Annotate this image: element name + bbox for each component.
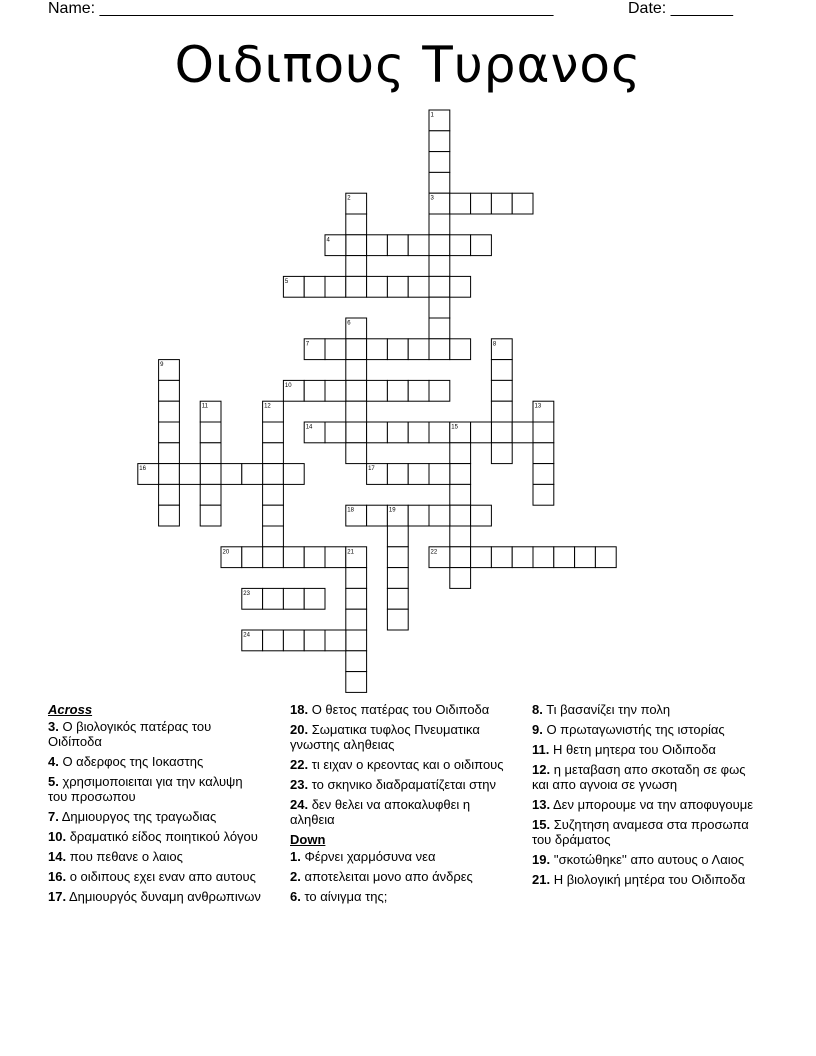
crossword-cell[interactable] (346, 214, 367, 235)
crossword-cell[interactable] (554, 547, 575, 568)
crossword-cell[interactable] (346, 360, 367, 381)
cell-number: 14 (305, 424, 313, 431)
crossword-cell[interactable] (159, 380, 180, 401)
clue-item (290, 702, 510, 717)
clue-text: δραματικό είδος ποιητικού λόγου (66, 829, 258, 844)
clue-item (532, 762, 762, 792)
crossword-cell[interactable] (200, 505, 221, 526)
crossword-cell[interactable] (387, 568, 408, 589)
clue-number: 9. (532, 722, 543, 737)
crossword-cell[interactable] (346, 609, 367, 630)
clue-item (290, 849, 510, 864)
crossword-cell[interactable] (471, 193, 492, 214)
clue-number: 5. (48, 774, 59, 789)
crossword-cell[interactable] (387, 276, 408, 297)
crossword-cell[interactable] (512, 193, 533, 214)
down-heading: Down (290, 832, 326, 847)
clue-number: 20. (290, 722, 309, 737)
clue-text: τι ειχαν ο κρεοντας και ο οιδιπους (308, 757, 504, 772)
crossword-cell[interactable] (159, 505, 180, 526)
clue-number: 1. (290, 849, 301, 864)
crossword-cell[interactable] (429, 172, 450, 193)
cell-number: 17 (368, 466, 375, 473)
crossword-cell[interactable] (429, 276, 450, 297)
crossword-cell[interactable] (325, 339, 346, 360)
clue-text: που πεθανε ο λαιος (66, 849, 183, 864)
crossword-cell[interactable] (304, 276, 325, 297)
clue-number: 24. (290, 797, 309, 812)
crossword-cell[interactable] (346, 339, 367, 360)
clue-column-1 (48, 702, 263, 909)
crossword-cell[interactable] (429, 464, 450, 485)
crossword-cell[interactable] (200, 484, 221, 505)
crossword-cell[interactable] (159, 401, 180, 422)
crossword-cell[interactable] (533, 484, 554, 505)
crossword-cell[interactable] (429, 422, 450, 443)
crossword-cell[interactable] (491, 360, 512, 381)
crossword-cell[interactable] (346, 256, 367, 277)
cell-number: 5 (284, 278, 289, 285)
clue-text: Τι βασανίζει την πολη (542, 702, 671, 717)
crossword-cell[interactable] (263, 588, 284, 609)
crossword-cell[interactable] (450, 235, 471, 256)
cell-number: 8 (492, 341, 497, 348)
clue-item (48, 849, 263, 864)
clue-text: χρησιμοποιειται για την καλυψη του προσωπου (48, 774, 243, 804)
clue-column-3 (532, 702, 762, 892)
clue-text: Δημιουργός δυναμη ανθρωπινων (66, 889, 261, 904)
clue-text: το σκηνικο διαδραματίζεται στην (308, 777, 497, 792)
crossword-cell[interactable] (159, 422, 180, 443)
crossword-cell[interactable] (387, 588, 408, 609)
crossword-cell[interactable] (408, 422, 429, 443)
clue-item (290, 722, 510, 752)
crossword-cell[interactable] (263, 630, 284, 651)
cell-number: 24 (243, 632, 250, 639)
name-label: Name: ___________________________________________________ (48, 0, 554, 17)
clue-item (532, 817, 762, 847)
clue-text: Δεν μπορουμε να την αποφυγουμε (550, 797, 753, 812)
cell-number: 4 (326, 237, 330, 244)
crossword-cell[interactable] (346, 568, 367, 589)
clue-number: 22. (290, 757, 309, 772)
crossword-cell[interactable] (263, 484, 284, 505)
crossword-cell[interactable] (283, 630, 304, 651)
crossword-cell[interactable] (429, 339, 450, 360)
crossword-cell[interactable] (429, 214, 450, 235)
crossword-cell[interactable] (491, 443, 512, 464)
crossword-cell[interactable] (263, 547, 284, 568)
crossword-cell[interactable] (367, 380, 388, 401)
clue-text: Η βιολογική μητέρα του Οιδιποδα (550, 872, 746, 887)
crossword-cell[interactable] (450, 339, 471, 360)
clue-column-2 (290, 702, 510, 909)
crossword-cell[interactable] (533, 547, 554, 568)
clue-number: 18. (290, 702, 309, 717)
crossword-cell[interactable] (471, 505, 492, 526)
clue-item (532, 702, 762, 717)
clue-number: 4. (48, 754, 59, 769)
crossword-cell[interactable] (346, 422, 367, 443)
cell-number: 10 (284, 382, 292, 389)
clue-text: δεν θελει να αποκαλυφθει η αληθεια (290, 797, 471, 827)
crossword-cell[interactable] (575, 547, 596, 568)
crossword-cell[interactable] (408, 380, 429, 401)
clue-item (532, 872, 762, 887)
clue-text: Φέρνει χαρμόσυνα νεα (300, 849, 436, 864)
crossword-cell[interactable] (283, 464, 304, 485)
crossword-cell[interactable] (512, 547, 533, 568)
clue-number: 17. (48, 889, 67, 904)
crossword-cell[interactable] (263, 526, 284, 547)
crossword-cell[interactable] (471, 235, 492, 256)
crossword-cell[interactable] (408, 235, 429, 256)
crossword-cell[interactable] (283, 547, 304, 568)
cell-number: 1 (430, 112, 434, 119)
crossword-cell[interactable] (325, 547, 346, 568)
crossword-cell[interactable] (491, 193, 512, 214)
crossword-cell[interactable] (429, 256, 450, 277)
crossword-cell[interactable] (450, 526, 471, 547)
crossword-cell[interactable] (429, 380, 450, 401)
cell-number: 9 (160, 362, 164, 369)
clue-item (48, 754, 263, 769)
clue-item (290, 869, 510, 884)
crossword-cell[interactable] (387, 339, 408, 360)
cell-number: 2 (347, 195, 351, 202)
clue-text: η μεταβαση απο σκοταδη σε φως και απο αγνοια σε γνωση (532, 762, 746, 792)
clue-item (532, 852, 762, 867)
crossword-cell[interactable] (346, 235, 367, 256)
across-heading: Across (48, 702, 93, 717)
date-label: Date: _______ (628, 0, 733, 17)
clue-text: Η θετη μητερα του Οιδιποδα (549, 742, 716, 757)
crossword-cell[interactable] (429, 297, 450, 318)
crossword-cell[interactable] (200, 422, 221, 443)
crossword-cell[interactable] (533, 464, 554, 485)
clue-number: 21. (532, 872, 551, 887)
clue-text: Συζητηση αναμεσα στα προσωπα του δράματος (532, 817, 749, 847)
crossword-cell[interactable] (408, 464, 429, 485)
clue-number: 16. (48, 869, 67, 884)
cell-number: 13 (534, 403, 542, 410)
clue-text: Ο βιολογικός πατέρας του Οιδίποδα (48, 719, 212, 749)
crossword-cell[interactable] (450, 276, 471, 297)
crossword-cell[interactable] (367, 235, 388, 256)
crossword-cell[interactable] (159, 464, 180, 485)
clue-text: Σωματικα τυφλος Πνευματικα γνωστης αληθειας (290, 722, 480, 752)
clue-item (48, 829, 263, 844)
crossword-cell[interactable] (200, 443, 221, 464)
clue-number: 11. (532, 742, 550, 757)
crossword-cell[interactable] (346, 443, 367, 464)
crossword-cell[interactable] (512, 422, 533, 443)
crossword-cell[interactable] (450, 568, 471, 589)
crossword-cell[interactable] (283, 588, 304, 609)
clue-number: 19. (532, 852, 551, 867)
crossword-cell[interactable] (367, 339, 388, 360)
crossword-cell[interactable] (595, 547, 616, 568)
crossword-cell[interactable] (263, 443, 284, 464)
crossword-cell[interactable] (387, 422, 408, 443)
crossword-cell[interactable] (159, 443, 180, 464)
clue-item (290, 797, 510, 827)
crossword-cell[interactable] (533, 422, 554, 443)
cell-number: 12 (264, 403, 271, 410)
crossword-cell[interactable] (471, 422, 492, 443)
clue-number: 15. (532, 817, 551, 832)
crossword-cell[interactable] (304, 588, 325, 609)
clue-text: Ο αδερφος της Ιοκαστης (58, 754, 204, 769)
crossword-cell[interactable] (450, 505, 471, 526)
crossword-cell[interactable] (346, 651, 367, 672)
crossword-cell[interactable] (325, 276, 346, 297)
cell-number: 11 (201, 403, 208, 410)
crossword-cell[interactable] (387, 526, 408, 547)
clue-item (48, 869, 263, 884)
clue-text: ο οιδιπους εχει εναν απο αυτους (66, 869, 256, 884)
crossword-cell[interactable] (346, 672, 367, 693)
crossword-cell[interactable] (346, 380, 367, 401)
crossword-cell[interactable] (367, 276, 388, 297)
cell-number: 6 (347, 320, 351, 327)
clue-text: το αίνιγμα της; (300, 889, 388, 904)
crossword-cell[interactable] (450, 484, 471, 505)
clue-number: 10. (48, 829, 67, 844)
crossword-cell[interactable] (221, 464, 242, 485)
crossword-cell[interactable] (408, 505, 429, 526)
crossword-cell[interactable] (450, 193, 471, 214)
crossword-cell[interactable] (429, 235, 450, 256)
clue-number: 13. (532, 797, 551, 812)
crossword-cell[interactable] (491, 422, 512, 443)
clue-item (532, 722, 762, 737)
crossword-cell[interactable] (346, 588, 367, 609)
cell-number: 16 (139, 466, 146, 473)
crossword-cell[interactable] (491, 401, 512, 422)
crossword-cell[interactable] (429, 318, 450, 339)
clue-number: 12. (532, 762, 551, 777)
page-title: Οιδιπους Τυρανος (174, 36, 642, 94)
cell-number: 20 (222, 549, 230, 556)
crossword-cell[interactable] (450, 464, 471, 485)
crossword-cell[interactable] (429, 152, 450, 173)
crossword-cell[interactable] (387, 464, 408, 485)
crossword-cell[interactable] (408, 339, 429, 360)
cell-number: 7 (305, 341, 310, 348)
crossword-cell[interactable] (263, 505, 284, 526)
crossword-cell[interactable] (242, 464, 263, 485)
crossword-cell[interactable] (491, 547, 512, 568)
clue-number: 6. (290, 889, 301, 904)
clue-item (532, 797, 762, 812)
clue-item (48, 719, 263, 749)
crossword-cell[interactable] (304, 380, 325, 401)
clue-number: 23. (290, 777, 309, 792)
crossword-cell[interactable] (533, 443, 554, 464)
crossword-cell[interactable] (346, 630, 367, 651)
crossword-cell[interactable] (450, 547, 471, 568)
crossword-cell[interactable] (346, 276, 367, 297)
crossword-cell[interactable] (429, 505, 450, 526)
crossword-cell[interactable] (491, 380, 512, 401)
cell-number: 21 (347, 549, 354, 556)
clue-item (290, 757, 510, 772)
crossword-cell[interactable] (325, 422, 346, 443)
clue-number: 2. (290, 869, 301, 884)
clue-text: Ο πρωταγωνιστής της ιστορίας (542, 722, 725, 737)
cell-number: 18 (347, 507, 354, 514)
crossword-cell[interactable] (179, 464, 200, 485)
clue-number: 8. (532, 702, 543, 717)
crossword-cell[interactable] (387, 235, 408, 256)
crossword-cell[interactable] (367, 505, 388, 526)
crossword-cell[interactable] (387, 547, 408, 568)
crossword-cell[interactable] (325, 630, 346, 651)
crossword-cell[interactable] (367, 422, 388, 443)
clue-item (48, 774, 263, 804)
crossword-cell[interactable] (471, 547, 492, 568)
clue-number: 14. (48, 849, 67, 864)
crossword-cell[interactable] (408, 276, 429, 297)
clue-item (48, 889, 263, 904)
clue-number: 3. (48, 719, 59, 734)
clue-item (290, 777, 510, 792)
clue-text: αποτελειται μονο απο άνδρες (300, 869, 473, 884)
crossword-cell[interactable] (387, 609, 408, 630)
crossword-cell[interactable] (304, 630, 325, 651)
clue-text: Ο θετος πατέρας του Οιδιποδα (308, 702, 490, 717)
cell-number: 19 (388, 507, 396, 514)
crossword-cell[interactable] (387, 380, 408, 401)
crossword-cell[interactable] (346, 401, 367, 422)
crossword-cell[interactable] (304, 547, 325, 568)
crossword-cell[interactable] (159, 484, 180, 505)
cell-number: 3 (430, 195, 434, 202)
clue-item (532, 742, 762, 757)
crossword-cell[interactable] (429, 131, 450, 152)
clue-number: 7. (48, 809, 59, 824)
crossword-cell[interactable] (263, 422, 284, 443)
cell-number: 23 (243, 590, 250, 597)
clue-text: Δημιουργος της τραγωδιας (58, 809, 217, 824)
crossword-cell[interactable] (263, 464, 284, 485)
clue-text: ''σκοτώθηκε'' απο αυτους ο Λαιος (550, 852, 745, 867)
crossword-cell[interactable] (325, 380, 346, 401)
crossword-cell[interactable] (200, 464, 221, 485)
clue-item (48, 809, 263, 824)
clue-item (290, 889, 510, 904)
cell-number: 15 (451, 424, 458, 431)
crossword-cell[interactable] (450, 443, 471, 464)
crossword-cell[interactable] (242, 547, 263, 568)
cell-number: 22 (430, 549, 438, 556)
